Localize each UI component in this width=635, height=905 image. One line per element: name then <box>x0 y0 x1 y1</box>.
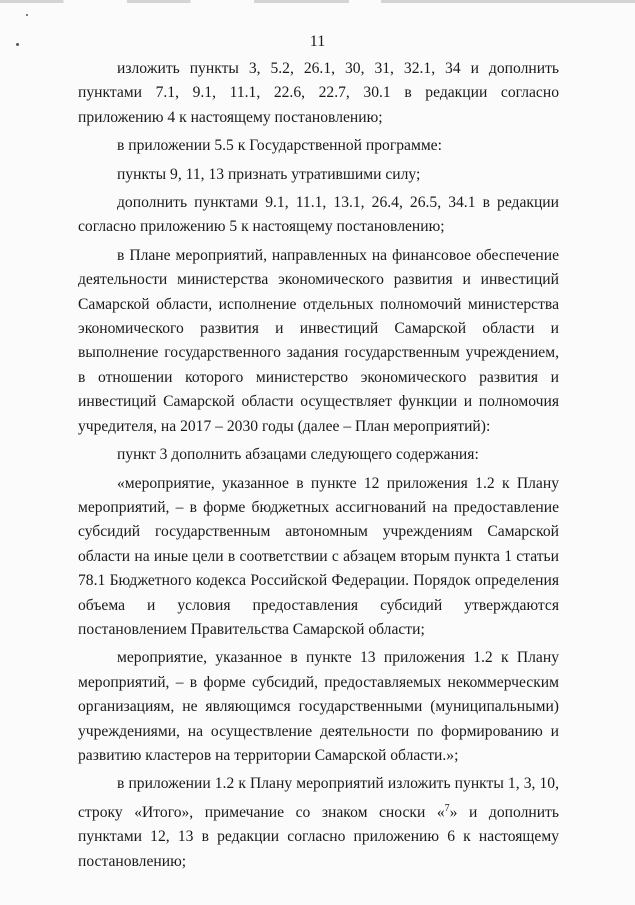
paragraph: мероприятие, указанное в пункте 13 приложения 1.2 к Плану мероприятий, – в форме субсидий, предоставляемых некоммерческим организациям, не являющимся государственными (муниципальными) учреждениями, на осуществление деятельности по формированию и развитию кластеров на территории Самарской области.»; <box>78 649 559 764</box>
paragraph: «мероприятие, указанное в пункте 12 приложения 1.2 к Плану мероприятий, – в форме бюджетных ассигнований на предоставление субсидий государственным автономным учреждениям Самарской области на иные цели в соответствии с абзацем вторым пункта 1 статьи 78.1 Бюджетного кодекса Российской Федерации. Порядок определения объема и условия предоставления субсидий утверждаются постановлением Правительства Самарской области; <box>78 474 559 638</box>
paragraph-text: » и дополнить пунктами 12, 13 в редакции согласно приложению 6 к настоящему постановлению; <box>78 803 559 870</box>
paragraph: дополнить пунктами 9.1, 11.1, 13.1, 26.4, 26.5, 34.1 в редакции согласно приложению 5 к настоящему постановлению; <box>78 194 559 236</box>
paragraph: изложить пункты 3, 5.2, 26.1, 30, 31, 32.1, 34 и дополнить пунктами 7.1, 9.1, 11.1, 22.6, 22.7, 30.1 в редакции согласно приложению 4 к настоящему постановлению; <box>78 60 559 126</box>
paragraph-text: в приложении 1.2 к Плану мероприятий изложить пункты 1, 3, 10, строку «Итого», примечание со знаком сноски « <box>78 775 559 821</box>
document-body <box>78 57 559 878</box>
footnote-mark: 7 <box>444 802 450 814</box>
paragraph <box>78 772 559 874</box>
page-number: 11 <box>309 33 326 50</box>
paragraph: в Плане мероприятий, направленных на финансовое обеспечение деятельности министерства экономического развития и инвестиций Самарской области, исполнение отдельных полномочий министерства экономического развития и инвестиций Самарской области и выполнение государственного задания государственным учреждением, в отношении которого министерство экономического развития и инвестиций Самарской области осуществляет функции и полномочия учредителя, на 2017 – 2030 годы (далее – План мероприятий): <box>78 246 559 435</box>
paragraph: пункт 3 дополнить абзацами следующего содержания: <box>117 446 479 464</box>
paragraph: в приложении 5.5 к Государственной программе: <box>117 137 442 155</box>
scan-speck <box>26 14 28 16</box>
paragraph: пункты 9, 11, 13 признать утратившими силу; <box>117 165 421 183</box>
scan-edge-line <box>0 0 635 3</box>
